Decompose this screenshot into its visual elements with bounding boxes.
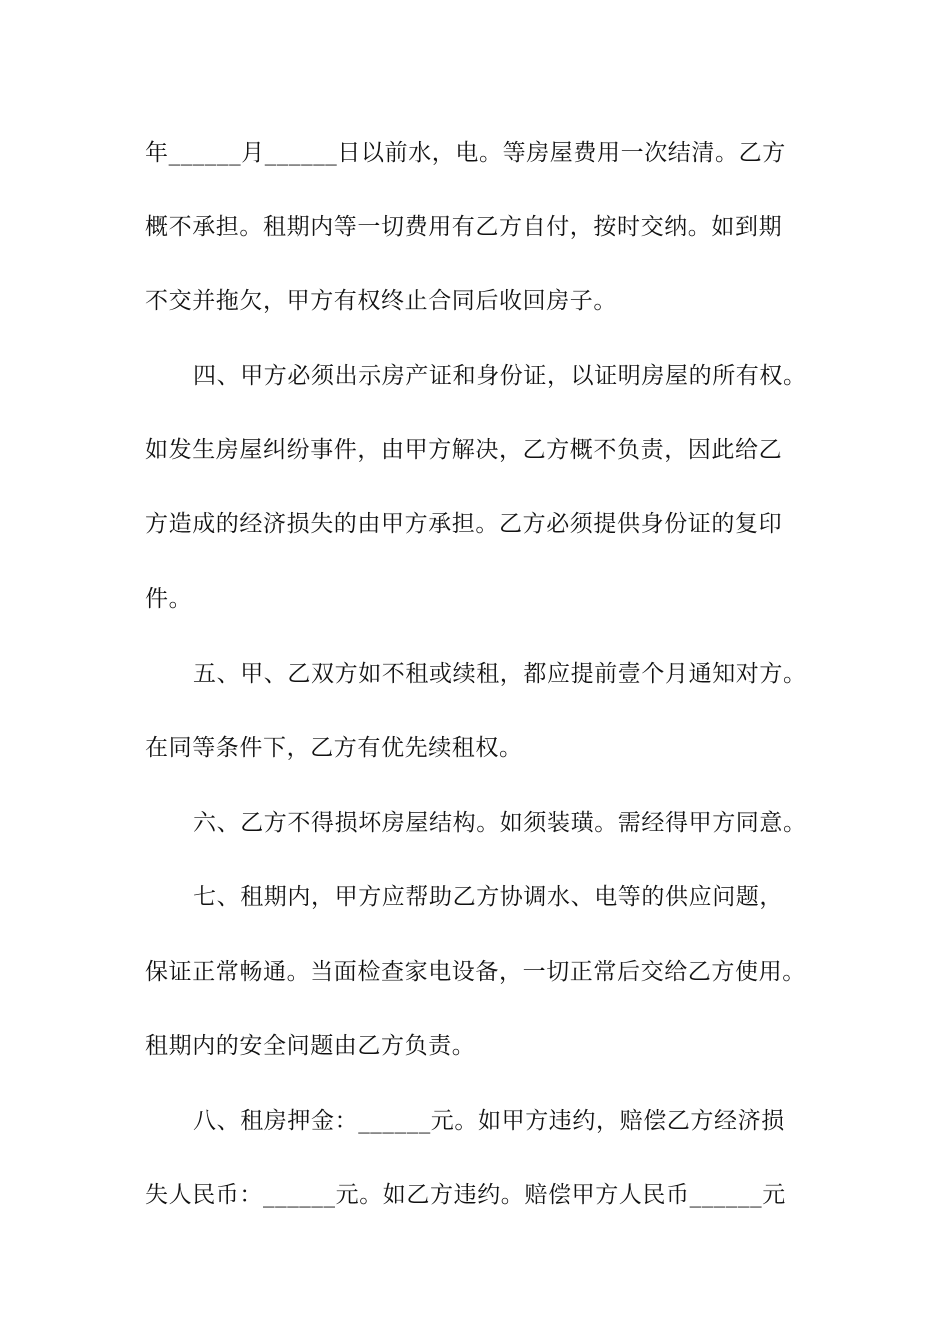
text-line: 年______月______日以前水，电。等房屋费用一次结清。乙方 bbox=[145, 140, 786, 166]
text-line: 不交并拖欠，甲方有权终止合同后收回房子。 bbox=[145, 288, 617, 314]
text-line: 概不承担。租期内等一切费用有乙方自付，按时交纳。如到期 bbox=[145, 214, 783, 240]
text-line: 件。 bbox=[145, 586, 193, 612]
clause-four-line: 四、甲方必须出示房产证和身份证，以证明房屋的所有权。 bbox=[193, 363, 807, 389]
text-line: 方造成的经济损失的由甲方承担。乙方必须提供身份证的复印 bbox=[145, 511, 783, 537]
text-line: 保证正常畅通。当面检查家电设备，一切正常后交给乙方使用。 bbox=[145, 959, 806, 985]
text-line: 租期内的安全问题由乙方负责。 bbox=[145, 1033, 476, 1059]
clause-seven-line: 七、租期内，甲方应帮助乙方协调水、电等的供应问题， bbox=[193, 884, 783, 910]
text-line: 失人民币：______元。如乙方违约。赔偿甲方人民币______元 bbox=[145, 1182, 786, 1208]
clause-five-line: 五、甲、乙双方如不租或续租，都应提前壹个月通知对方。 bbox=[193, 661, 807, 687]
text-line: 在同等条件下，乙方有优先续租权。 bbox=[145, 735, 523, 761]
clause-six-line: 六、乙方不得损坏房屋结构。如须装璜。需经得甲方同意。 bbox=[193, 810, 807, 836]
clause-eight-line: 八、租房押金：______元。如甲方违约，赔偿乙方经济损 bbox=[193, 1108, 785, 1134]
text-line: 如发生房屋纠纷事件，由甲方解决，乙方概不负责，因此给乙 bbox=[145, 437, 783, 463]
